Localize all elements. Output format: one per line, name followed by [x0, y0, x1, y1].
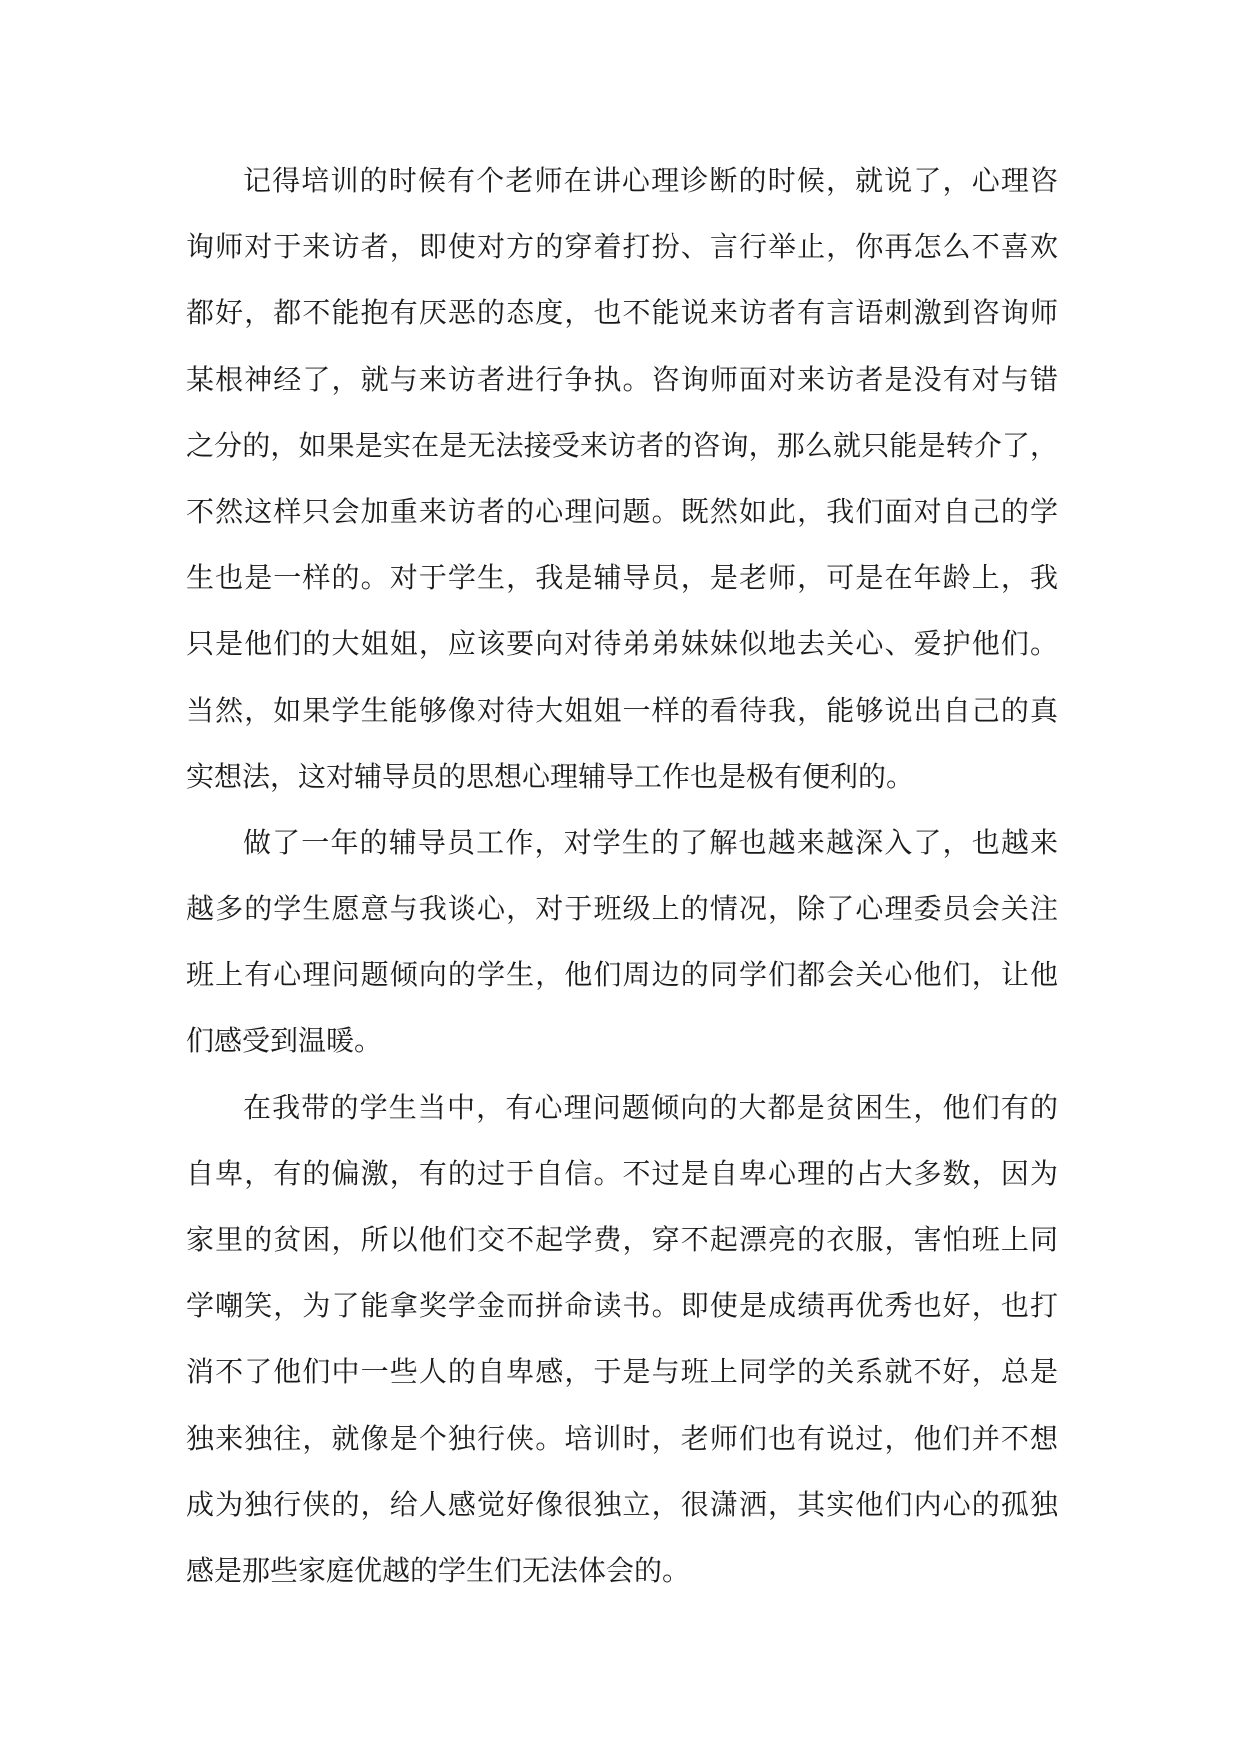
text-line: 不然这样只会加重来访者的心理问题。既然如此，我们面对自己的学: [186, 494, 1058, 528]
text-line: 只是他们的大姐姐，应该要向对待弟弟妹妹似地去关心、爱护他们。: [186, 627, 1058, 661]
text-line: 班上有心理问题倾向的学生，他们周边的同学们都会关心他们，让他: [186, 958, 1058, 992]
text-line: 学嘲笑，为了能拿奖学金而拼命读书。即使是成绩再优秀也好，也打: [186, 1289, 1058, 1323]
text-line: 都好，都不能抱有厌恶的态度，也不能说来访者有言语刺激到咨询师: [186, 296, 1058, 330]
text-line: 当然，如果学生能够像对待大姐姐一样的看待我，能够说出自己的真: [186, 693, 1058, 727]
text-line: 独来独往，就像是个独行侠。培训时，老师们也有说过，他们并不想: [186, 1421, 1058, 1455]
body-text: [186, 158, 1058, 1614]
text-line: 询师对于来访者，即使对方的穿着打扮、言行举止，你再怎么不喜欢: [186, 230, 1058, 264]
text-line: 之分的，如果是实在是无法接受来访者的咨询，那么就只能是转介了，: [186, 428, 1058, 462]
text-line: 家里的贫困，所以他们交不起学费，穿不起漂亮的衣服，害怕班上同: [186, 1223, 1058, 1256]
text-line: 越多的学生愿意与我谈心，对于班级上的情况，除了心理委员会关注: [186, 892, 1058, 926]
text-line: 记得培训的时候有个老师在讲心理诊断的时候，就说了，心理咨: [243, 164, 1058, 197]
text-line: 成为独行侠的，给人感觉好像很独立，很潇洒，其实他们内心的孤独: [186, 1487, 1058, 1521]
text-line: 某根神经了，就与来访者进行争执。咨询师面对来访者是没有对与错: [186, 362, 1058, 396]
text-line: 做了一年的辅导员工作，对学生的了解也越来越深入了，也越来: [243, 825, 1058, 859]
text-line: 自卑，有的偏激，有的过于自信。不过是自卑心理的占大多数，因为: [186, 1156, 1058, 1190]
text-line: 实想法，这对辅导员的思想心理辅导工作也是极有便利的。: [186, 759, 915, 793]
text-line: 消不了他们中一些人的自卑感，于是与班上同学的关系就不好，总是: [186, 1355, 1058, 1389]
text-line: 们感受到温暖。: [186, 1024, 383, 1058]
text-line: 在我带的学生当中，有心理问题倾向的大都是贫困生，他们有的: [243, 1090, 1058, 1124]
text-line: 感是那些家庭优越的学生们无法体会的。: [186, 1553, 691, 1587]
text-line: 生也是一样的。对于学生，我是辅导员，是老师，可是在年龄上，我: [186, 561, 1058, 595]
